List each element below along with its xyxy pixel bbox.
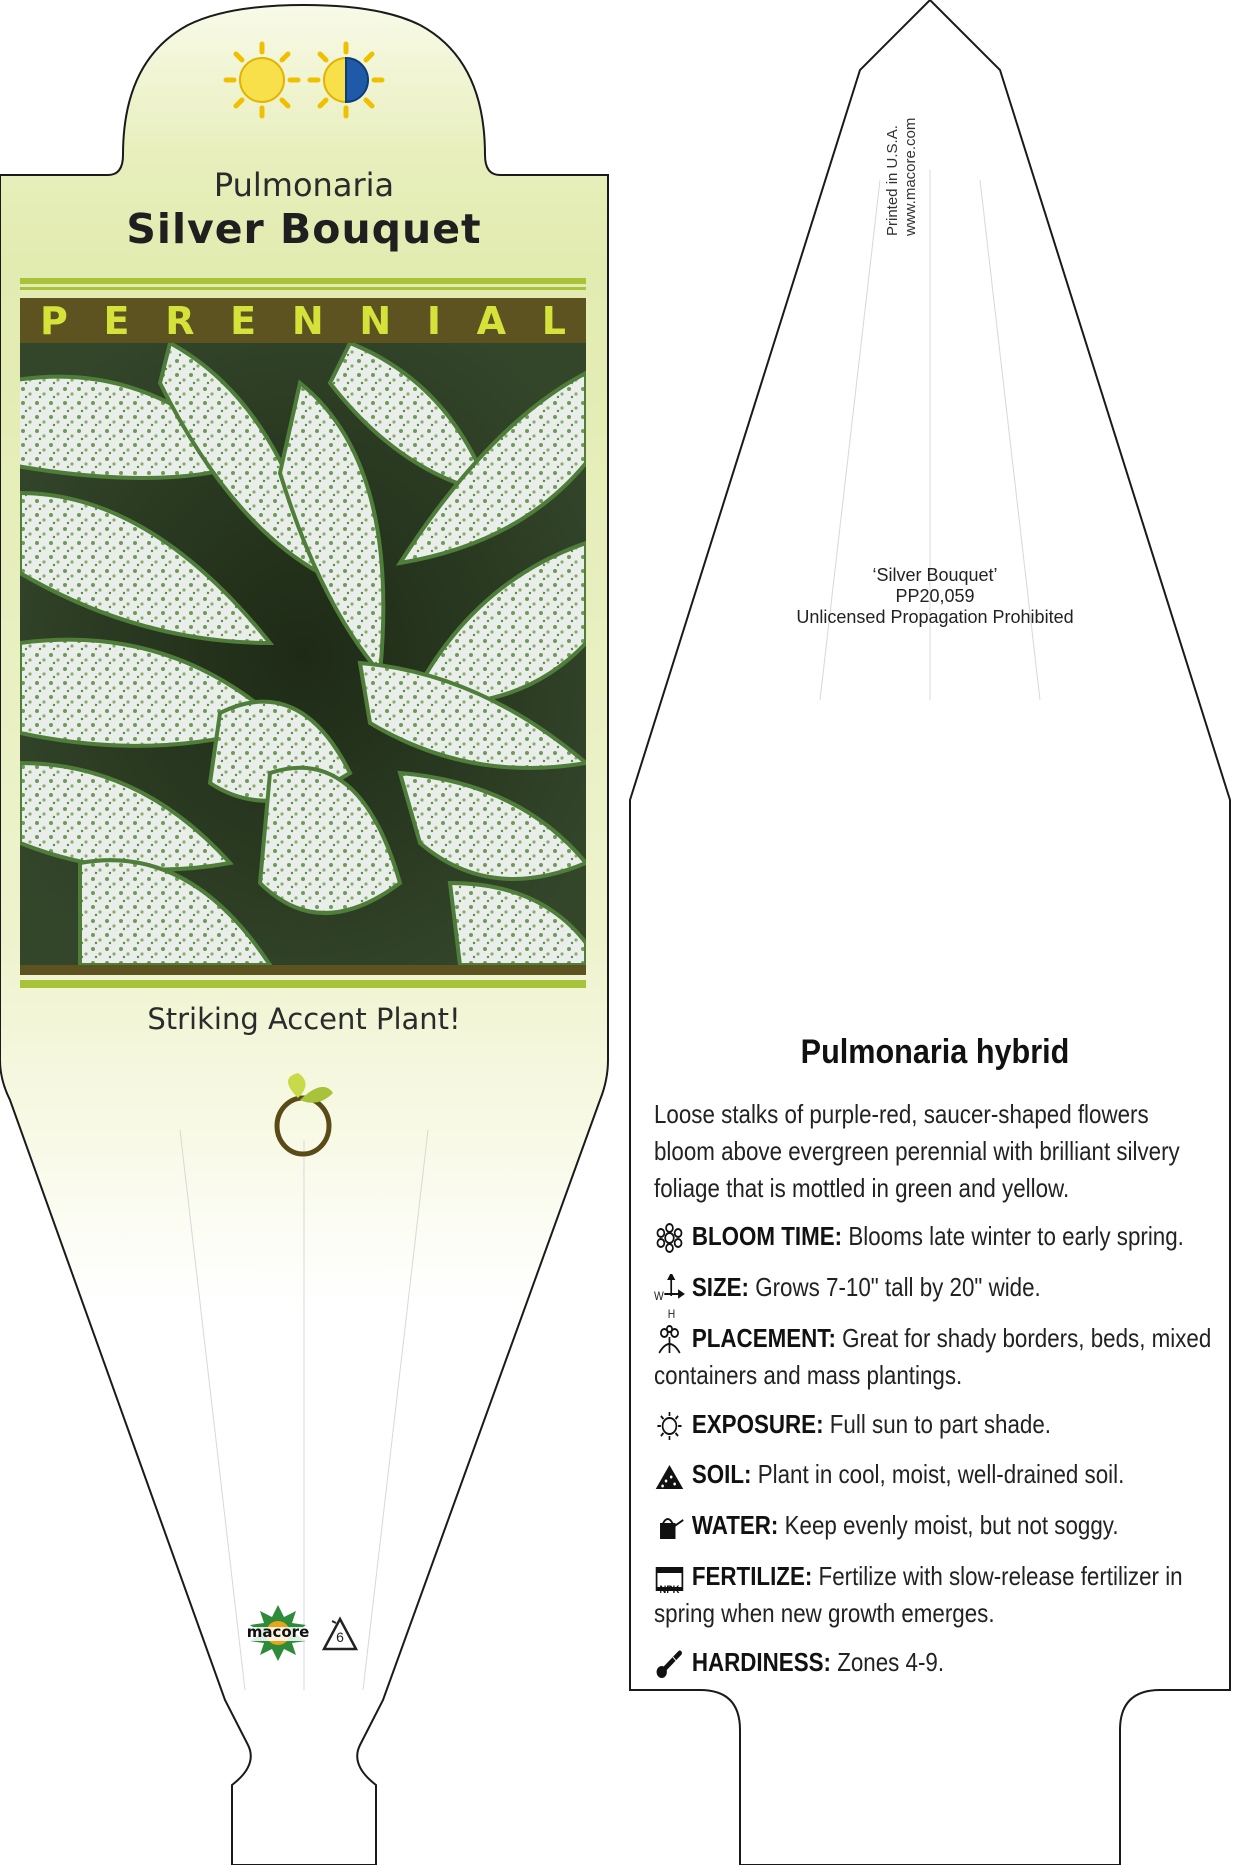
printed-in (884, 76, 920, 236)
care-label: EXPOSURE: (691, 1409, 824, 1439)
care-water (654, 1507, 1224, 1544)
care-size (654, 1269, 1224, 1322)
care-exposure (654, 1406, 1224, 1443)
care-text: Fertilize with slow-release fertilizer in spring when new growth emerges. (654, 1561, 1183, 1628)
tagline: Striking Accent Plant! (147, 1002, 461, 1036)
macore-logo (242, 1603, 314, 1663)
band-letter: A (476, 298, 507, 343)
care-text: Keep evenly moist, but not soggy. (778, 1510, 1119, 1540)
watering-can-icon (654, 1512, 688, 1542)
seedling-icon (268, 1068, 338, 1158)
flower-icon (654, 1223, 688, 1253)
care-hardiness (654, 1644, 1224, 1681)
care-text: Blooms late winter to early spring. (842, 1221, 1184, 1251)
care-text: Grows 7-10" tall by 20" wide. (748, 1272, 1041, 1302)
npk-text: NPK (659, 1584, 680, 1597)
band-letter: R (165, 298, 195, 343)
soil-icon (654, 1461, 688, 1491)
care-label: FERTILIZE: (691, 1561, 813, 1591)
band-letter: N (291, 298, 324, 343)
plant-description (654, 1096, 1214, 1207)
printed-url: www.macore.com (902, 117, 919, 236)
placement-icon (654, 1325, 688, 1355)
botanical-name: Pulmonaria hybrid (800, 1033, 1070, 1071)
fertilizer-icon (654, 1563, 688, 1597)
patent-cultivar: ‘Silver Bouquet’ (872, 565, 998, 585)
patent-info (740, 565, 1130, 628)
plant-cultivar: Silver Bouquet (126, 205, 482, 253)
thermometer-icon (654, 1649, 688, 1679)
band-letter: E (103, 298, 130, 343)
band-letter: P (40, 298, 68, 343)
size-icon (654, 1274, 688, 1322)
plant-photo (20, 343, 586, 965)
green-bar-bottom (20, 980, 586, 988)
plant-genus: Pulmonaria (213, 166, 395, 204)
care-text: Zones 4-9. (830, 1647, 945, 1677)
care-text: Full sun to part shade. (823, 1409, 1052, 1439)
part-shade-icon (306, 40, 386, 120)
band-letter: N (359, 298, 392, 343)
patent-number: PP20,059 (895, 586, 975, 606)
care-label: PLACEMENT: (691, 1323, 836, 1353)
description-text: Loose stalks of purple-red, saucer-shaped flowers bloom above evergreen perennial with brilliant silvery foliage that is mottled in green and yellow. (654, 1099, 1180, 1203)
care-label: WATER: (691, 1510, 779, 1540)
band-letter: E (230, 298, 257, 343)
care-label: SOIL: (691, 1459, 752, 1489)
care-label: BLOOM TIME: (691, 1221, 843, 1251)
care-placement (654, 1320, 1224, 1394)
care-text: Great for shady borders, beds, mixed containers and mass plantings. (654, 1323, 1212, 1390)
size-icon-h: H (667, 1307, 676, 1322)
care-text: Plant in cool, moist, well-drained soil. (751, 1459, 1125, 1489)
full-sun-icon (222, 40, 302, 120)
size-icon-w: W (654, 1289, 664, 1304)
care-bloom-time (654, 1218, 1224, 1255)
recycle-icon (320, 1615, 360, 1655)
care-fertilize (654, 1558, 1224, 1632)
care-label: HARDINESS: (691, 1647, 831, 1677)
band-letter: L (541, 298, 566, 343)
green-bar-top (20, 278, 586, 284)
care-label: SIZE: (691, 1272, 749, 1302)
recycle-number: 6 (336, 1629, 344, 1645)
band-letter: I (426, 298, 441, 343)
patent-notice: Unlicensed Propagation Prohibited (796, 607, 1074, 627)
care-soil (654, 1456, 1224, 1493)
perennial-band (20, 298, 586, 343)
sun-icon (654, 1411, 688, 1441)
printed-line: Printed in U.S.A. (884, 125, 901, 236)
macore-logo-text: macore (246, 1623, 310, 1641)
